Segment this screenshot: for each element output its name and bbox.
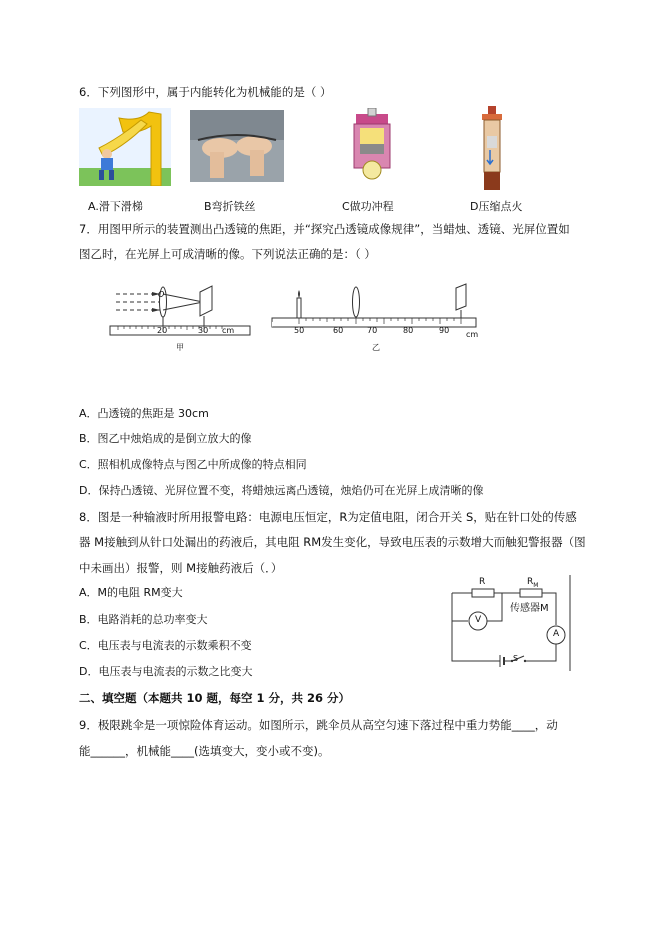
fig-a-unit: cm (222, 326, 235, 335)
fig-b-tick-50: 50 (294, 326, 305, 335)
sensor-label: 传感器M (510, 603, 549, 614)
fig-a-caption: 甲 (176, 343, 184, 352)
q8-option-b: B．电路消耗的总功率变大 (79, 613, 208, 626)
q8-option-d: D．电压表与电流表的示数之比变大 (79, 665, 253, 678)
q8-stem-line3: 中未画出）报警，则 M接触药液后（．） (79, 561, 283, 575)
fig-b-tick-60: 60 (333, 326, 344, 335)
q8-option-a: A．M的电阻 RM变大 (79, 586, 183, 599)
resistor-rm-label: $R_M$ (527, 577, 539, 589)
fig-b-unit: cm (466, 330, 479, 339)
fig-a-tick-30: 30 (198, 326, 209, 335)
fig-b-tick-80: 80 (403, 326, 414, 335)
q6-option-b: B弯折铁丝 (204, 200, 256, 213)
fig-b-tick-90: 90 (439, 326, 450, 335)
fig-a-tick-20: 20 (157, 326, 168, 335)
fig-b-caption: 乙 (372, 343, 380, 352)
q6-option-a: A.滑下滑梯 (88, 200, 143, 213)
q7-option-d: D．保持凸透镜、光屏位置不变，将蜡烛远离凸透镜，烛焰仍可在光屏上成清晰的像 (79, 484, 484, 497)
resistor-r-label: R (479, 577, 486, 587)
q9-stem-line2: 能______，机械能____(选填变大，变小或不变)。 (79, 744, 330, 758)
voltmeter-label: V (475, 615, 482, 625)
q9-stem-line1: 9．极限跳伞是一项惊险体育运动。如图所示，跳伞员从高空匀速下落过程中重力势能____，动 (79, 718, 558, 732)
section2-title: 二、填空题（本题共 10 题，每空 1 分，共 26 分） (79, 691, 351, 705)
compression-ignition-image (476, 106, 508, 192)
q7-option-b: B．图乙中烛焰成的是倒立放大的像 (79, 432, 252, 445)
q8-stem-line1: 8．图是一种输液时所用报警电路：电源电压恒定，R为定值电阻，闭合开关 S，贴在针口处的传感 (79, 510, 577, 524)
q6-option-d: D压缩点火 (470, 200, 523, 213)
q7-stem-line1: 7．用图甲所示的装置测出凸透镜的焦距，并“探究凸透镜成像规律”，当蜡烛、透镜、光屏位置如 (79, 222, 570, 236)
q6-option-c: C做功冲程 (342, 200, 394, 213)
ammeter-label: A (553, 629, 560, 639)
engine-stroke-image (346, 108, 398, 186)
focus-label: O (158, 290, 165, 299)
slide-image (79, 108, 171, 186)
switch-label: S (513, 654, 519, 663)
fig-b-tick-70: 70 (367, 326, 378, 335)
bending-wire-image (190, 110, 284, 182)
q7-stem-line2: 图乙时，在光屏上可成清晰的像。下列说法正确的是：（ ） (79, 247, 376, 261)
q8-stem-line2: 器 M接触到从针口处漏出的药液后，其电阻 RM发生变化，导致电压表的示数增大而触犯警报器（图 (79, 535, 586, 549)
q7-option-c: C．照相机成像特点与图乙中所成像的特点相同 (79, 458, 307, 471)
q6-stem: 6．下列图形中，属于内能转化为机械能的是（ ） (79, 85, 332, 99)
q7-option-a: A．凸透镜的焦距是 30cm (79, 407, 209, 420)
q8-option-c: C．电压表与电流表的示数乘积不变 (79, 639, 252, 652)
